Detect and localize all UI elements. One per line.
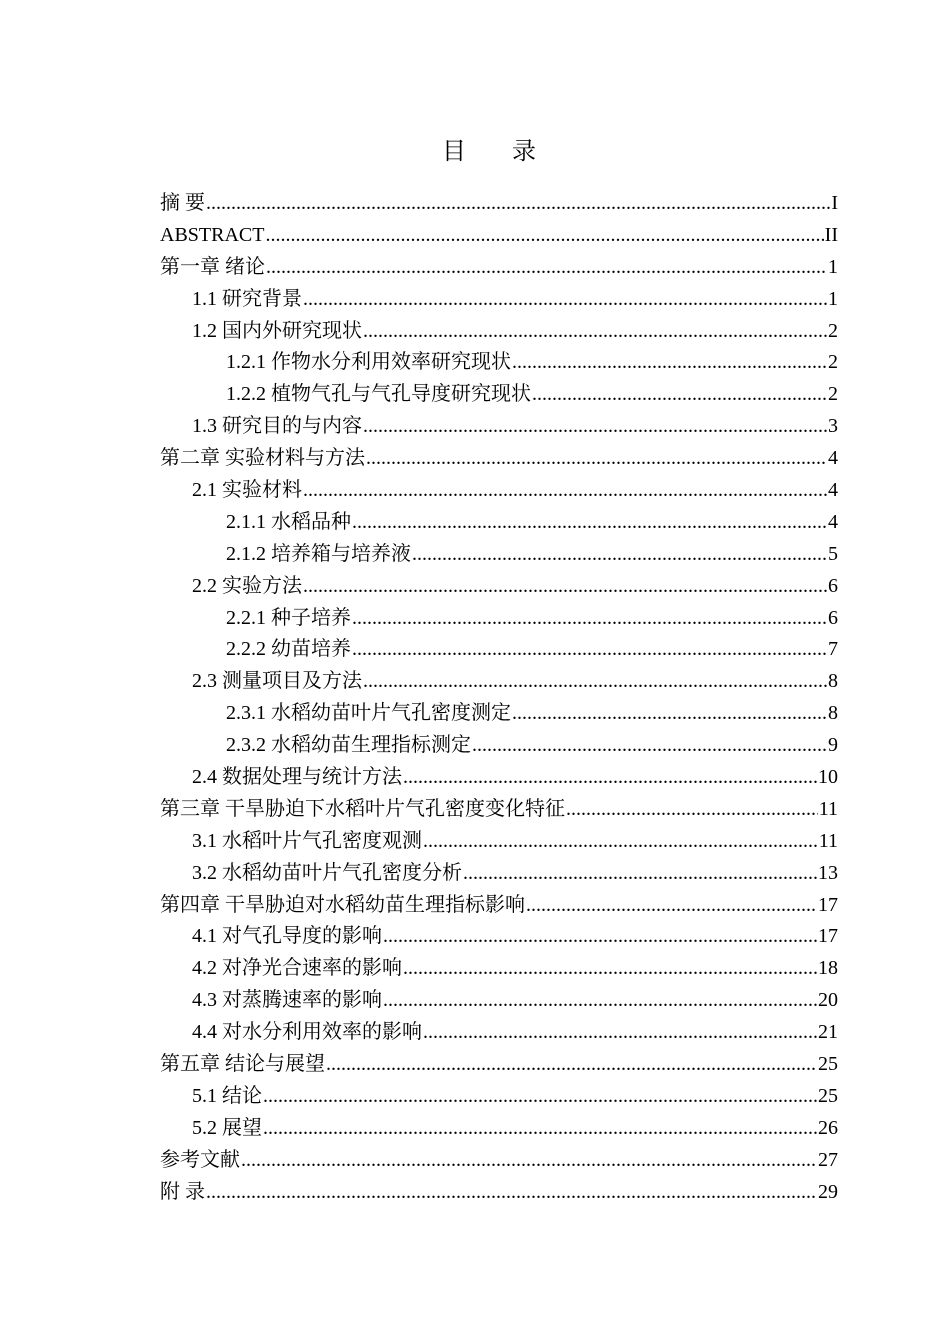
toc-leader-dots [303, 284, 827, 316]
toc-leader-dots [363, 411, 827, 443]
toc-entry-page-number: 3 [828, 415, 838, 438]
toc-entry-page-number: 4 [828, 510, 838, 533]
toc-entry[interactable] [160, 571, 838, 603]
toc-entry-page-number: 25 [818, 1084, 838, 1107]
toc-entry-label: 1.2.1 作物水分利用效率研究现状 [226, 351, 511, 374]
toc-entry[interactable] [160, 762, 838, 794]
toc-entry[interactable] [160, 188, 838, 220]
toc-entry-page-number: 8 [828, 670, 838, 693]
toc-entry[interactable] [160, 220, 838, 252]
toc-entry-label: 2.2.1 种子培养 [226, 606, 351, 629]
toc-leader-dots [412, 539, 827, 571]
toc-leader-dots [363, 666, 827, 698]
toc-entry[interactable] [160, 507, 838, 539]
toc-entry-page-number: 11 [818, 829, 838, 852]
toc-entry-page-number: 21 [818, 1021, 838, 1044]
toc-leader-dots [403, 953, 817, 985]
toc-entry[interactable] [160, 316, 838, 348]
toc-entry-page-number: 25 [818, 1053, 838, 1076]
toc-entry-page-number: 17 [818, 925, 838, 948]
toc-entry-page-number: 4 [828, 479, 838, 502]
toc-entry[interactable] [160, 603, 838, 635]
toc-entry-page-number: I [831, 192, 838, 214]
toc-leader-dots [206, 188, 830, 220]
toc-entry-page-number: 10 [818, 766, 838, 789]
toc-entry-label: 第三章 干旱胁迫下水稻叶片气孔密度变化特征 [160, 797, 565, 820]
toc-entry-page-number: 7 [828, 638, 838, 661]
toc-entry-page-number: 17 [818, 893, 838, 916]
toc-entry-label: 3.1 水稻叶片气孔密度观测 [192, 829, 422, 852]
toc-entry-label: 2.2 实验方法 [192, 574, 302, 597]
toc-entry[interactable] [160, 1113, 838, 1145]
toc-leader-dots [352, 634, 827, 666]
toc-entry-page-number: 1 [828, 255, 838, 278]
toc-entry[interactable] [160, 890, 838, 922]
toc-entry[interactable] [160, 284, 838, 316]
toc-entry[interactable] [160, 379, 838, 411]
toc-entry-label: 1.1 研究背景 [192, 287, 302, 310]
toc-entry-label: 第二章 实验材料与方法 [160, 447, 365, 470]
toc-entry[interactable] [160, 858, 838, 890]
toc-entry-label: 4.2 对净光合速率的影响 [192, 957, 402, 980]
toc-entry[interactable] [160, 539, 838, 571]
toc-entry-page-number: 13 [818, 861, 838, 884]
toc-leader-dots [265, 220, 823, 252]
toc-entry[interactable] [160, 953, 838, 985]
toc-entry[interactable] [160, 634, 838, 666]
toc-entry-page-number: 6 [828, 606, 838, 629]
toc-leader-dots [263, 1113, 817, 1145]
toc-leader-dots [326, 1049, 817, 1081]
toc-entry[interactable] [160, 698, 838, 730]
toc-entry[interactable] [160, 252, 838, 284]
toc-entry-label: 第一章 绪论 [160, 255, 265, 278]
toc-list [160, 188, 838, 1209]
toc-leader-dots [472, 730, 827, 762]
toc-entry-label: 2.3.1 水稻幼苗叶片气孔密度测定 [226, 702, 511, 725]
toc-entry-page-number: 5 [828, 542, 838, 565]
toc-entry-label: 1.2 国内外研究现状 [192, 319, 362, 342]
toc-entry[interactable] [160, 666, 838, 698]
toc-leader-dots [206, 1177, 817, 1209]
toc-entry[interactable] [160, 730, 838, 762]
toc-entry-label: 1.3 研究目的与内容 [192, 415, 362, 438]
toc-entry-label: 1.2.2 植物气孔与气孔导度研究现状 [226, 383, 531, 406]
toc-leader-dots [403, 762, 817, 794]
toc-entry-label: 摘 要 [160, 192, 205, 214]
toc-entry-label: 2.1.2 培养箱与培养液 [226, 542, 411, 565]
toc-entry-label: 2.1.1 水稻品种 [226, 510, 351, 533]
toc-leader-dots [566, 794, 818, 826]
toc-entry[interactable] [160, 1049, 838, 1081]
toc-entry-page-number: 11 [818, 797, 838, 820]
toc-entry-label: 4.1 对气孔导度的影响 [192, 925, 382, 948]
toc-entry-page-number: 29 [818, 1180, 838, 1203]
toc-entry-page-number: 4 [828, 447, 838, 470]
toc-entry[interactable] [160, 411, 838, 443]
toc-entry-page-number: 6 [828, 574, 838, 597]
toc-entry-page-number: 18 [818, 957, 838, 980]
toc-entry[interactable] [160, 794, 838, 826]
toc-entry-label: 5.2 展望 [192, 1116, 262, 1139]
toc-entry-label: 2.1 实验材料 [192, 479, 302, 502]
toc-entry-page-number: 26 [818, 1116, 838, 1139]
toc-entry-label: 4.3 对蒸腾速率的影响 [192, 989, 382, 1012]
toc-entry-page-number: 2 [828, 319, 838, 342]
toc-leader-dots [303, 571, 827, 603]
toc-leader-dots [352, 603, 827, 635]
toc-leader-dots [363, 316, 827, 348]
toc-entry-page-number: 27 [818, 1148, 838, 1171]
toc-entry-label: 4.4 对水分利用效率的影响 [192, 1021, 422, 1044]
toc-entry-label: 第五章 结论与展望 [160, 1053, 325, 1076]
toc-leader-dots [423, 1017, 817, 1049]
toc-entry[interactable] [160, 347, 838, 379]
toc-entry-page-number: 2 [828, 351, 838, 374]
toc-entry-label: 参考文献 [160, 1148, 240, 1171]
toc-entry-label: 2.4 数据处理与统计方法 [192, 766, 402, 789]
toc-leader-dots [463, 858, 817, 890]
toc-leader-dots [383, 985, 817, 1017]
toc-leader-dots [366, 443, 827, 475]
toc-entry[interactable] [160, 1081, 838, 1113]
toc-entry-page-number: 1 [828, 287, 838, 310]
toc-entry[interactable] [160, 443, 838, 475]
toc-entry[interactable] [160, 1145, 838, 1177]
toc-leader-dots [423, 826, 818, 858]
toc-entry[interactable] [160, 985, 838, 1017]
toc-leader-dots [383, 921, 817, 953]
toc-title: 目 录 [442, 139, 556, 165]
toc-leader-dots [532, 379, 827, 411]
toc-entry-label: 3.2 水稻幼苗叶片气孔密度分析 [192, 861, 462, 884]
toc-leader-dots [526, 890, 817, 922]
toc-leader-dots [241, 1145, 817, 1177]
toc-entry-label: 2.2.2 幼苗培养 [226, 638, 351, 661]
toc-leader-dots [512, 698, 827, 730]
toc-entry-page-number: 2 [828, 383, 838, 406]
toc-entry-page-number: 8 [828, 702, 838, 725]
toc-entry-page-number: II [824, 223, 838, 246]
toc-leader-dots [263, 1081, 817, 1113]
toc-entry[interactable] [160, 1177, 838, 1209]
toc-leader-dots [352, 507, 827, 539]
toc-entry-label: 2.3.2 水稻幼苗生理指标测定 [226, 734, 471, 757]
toc-entry[interactable] [160, 475, 838, 507]
toc-leader-dots [266, 252, 827, 284]
toc-entry[interactable] [160, 826, 838, 858]
toc-entry-label: 2.3 测量项目及方法 [192, 670, 362, 693]
toc-entry[interactable] [160, 921, 838, 953]
toc-leader-dots [303, 475, 827, 507]
toc-entry-label: 第四章 干旱胁迫对水稻幼苗生理指标影响 [160, 893, 525, 916]
toc-entry-label: ABSTRACT [160, 223, 265, 246]
toc-entry-label: 5.1 结论 [192, 1084, 262, 1107]
toc-entry[interactable] [160, 1017, 838, 1049]
toc-entry-label: 附 录 [160, 1180, 205, 1203]
toc-leader-dots [512, 347, 827, 379]
toc-entry-page-number: 20 [818, 989, 838, 1012]
toc-entry-page-number: 9 [828, 734, 838, 757]
